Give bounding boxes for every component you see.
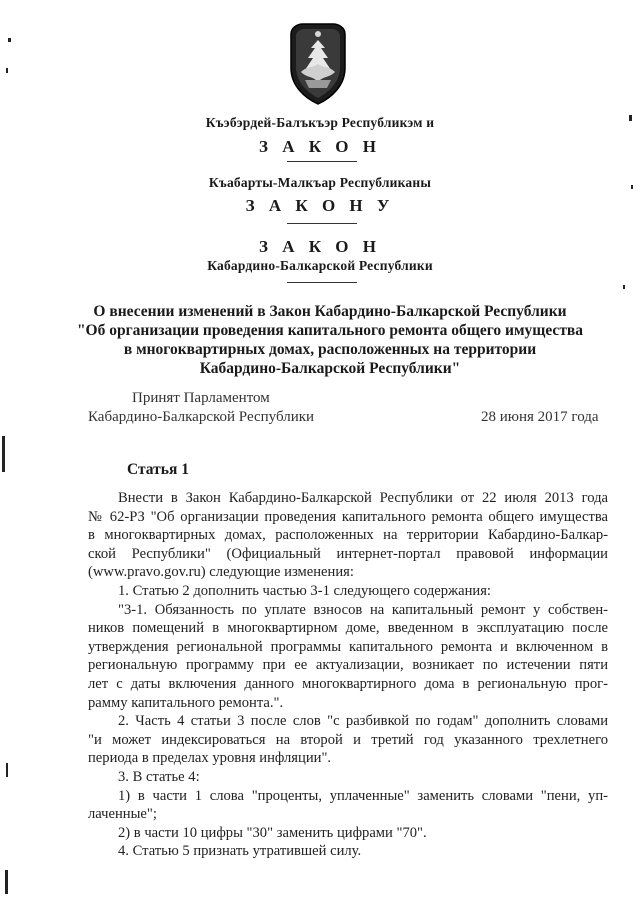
article-text-line: региональную программу при ее актуализации, возникает по истечении пяти — [88, 657, 608, 674]
article-text-line: Внести в Закон Кабардино-Балкарской Республики от 22 июля 2013 года — [118, 490, 608, 506]
article-text-line: 1) в части 1 слова "проценты, уплаченные" заменить словами "пени, уп- — [118, 787, 608, 804]
adopted-by-label: Принят Парламентом — [132, 390, 270, 406]
scan-mark — [623, 285, 625, 289]
scan-mark — [8, 38, 11, 42]
adoption-date: 28 июня 2017 года — [481, 409, 599, 425]
article-text-line: "3-1. Обязанность по уплате взносов на капитальный ремонт у собствен- — [118, 601, 608, 618]
law-title-line: О внесении изменений в Закон Кабардино-Балкарской Республики — [93, 303, 567, 320]
scan-mark — [6, 68, 8, 73]
article-text-line: лаченные"; — [88, 806, 157, 823]
law-title-line: в многоквартирных домах, расположенных на территории — [123, 341, 537, 358]
article-text-line: рамму капитального ремонта.". — [88, 694, 284, 711]
scan-mark — [2, 436, 5, 472]
article-text-line: утверждения региональной программы капитального ремонта и включенном в — [88, 638, 608, 655]
article-text-line: ников помещений в многоквартирном доме, введенном в эксплуатацию после — [88, 620, 608, 637]
article-text-line: 3. В статье 4: — [118, 768, 200, 785]
article-text-line: "и может индексироваться на второй и третий год указанного трехлетнего — [88, 731, 608, 748]
adopted-by-parliament: Кабардино-Балкарской Республики — [88, 409, 315, 425]
article-text-line: ской Республики" (Официальный интернет-портал правовой информации — [88, 545, 608, 562]
header-line-balkar: Къабарты-Малкъар Республиканы — [208, 175, 432, 190]
header-zakon-kabardian: З А К О Н — [258, 137, 382, 156]
article-text-line: 2. Часть 4 статьи 3 после слов "с разбивкой по годам" дополнить словами — [118, 713, 608, 730]
header-divider — [287, 282, 357, 283]
law-title-line: Кабардино-Балкарской Республики" — [199, 360, 461, 377]
article-text-line: периода в пределах уровня инфляции". — [88, 750, 332, 767]
law-title — [40, 302, 620, 378]
article-text-line: № 62-РЗ "Об организации проведения капитального ремонта общего имущества — [88, 508, 608, 525]
header-line-kabardian: Къэбэрдей-Балъкъэр Республикэм и — [205, 115, 435, 130]
article-text-line: 1. Статью 2 дополнить частью 3-1 следующего содержания: — [118, 582, 491, 599]
article-text-line: в многоквартирных домах, расположенных на территории Кабардино-Балкар- — [88, 527, 608, 544]
header-zakonu-balkar: З А К О Н У — [245, 196, 395, 215]
header-line-russian: Кабардино-Балкарской Республики — [207, 258, 433, 273]
article-text-line: (www.pravo.gov.ru) следующие изменения: — [88, 564, 354, 581]
article-text-line: 4. Статью 5 признать утратившей силу. — [118, 843, 362, 860]
article-text-line: лет с даты включения данного многоквартирного дома в региональную прог- — [88, 675, 608, 692]
scan-mark — [6, 763, 8, 777]
header-divider — [287, 161, 357, 162]
coat-of-arms-emblem — [283, 20, 353, 106]
header-zakon-russian: З А К О Н — [258, 237, 382, 256]
article-text-line: 2) в части 10 цифры "30" заменить цифрами "70". — [118, 824, 427, 841]
law-title-line: "Об организации проведения капитального ремонта общего имущества — [76, 322, 584, 339]
article-body — [88, 489, 608, 861]
scan-mark — [5, 870, 8, 894]
article-heading: Статья 1 — [127, 461, 189, 478]
header-divider — [287, 223, 357, 224]
